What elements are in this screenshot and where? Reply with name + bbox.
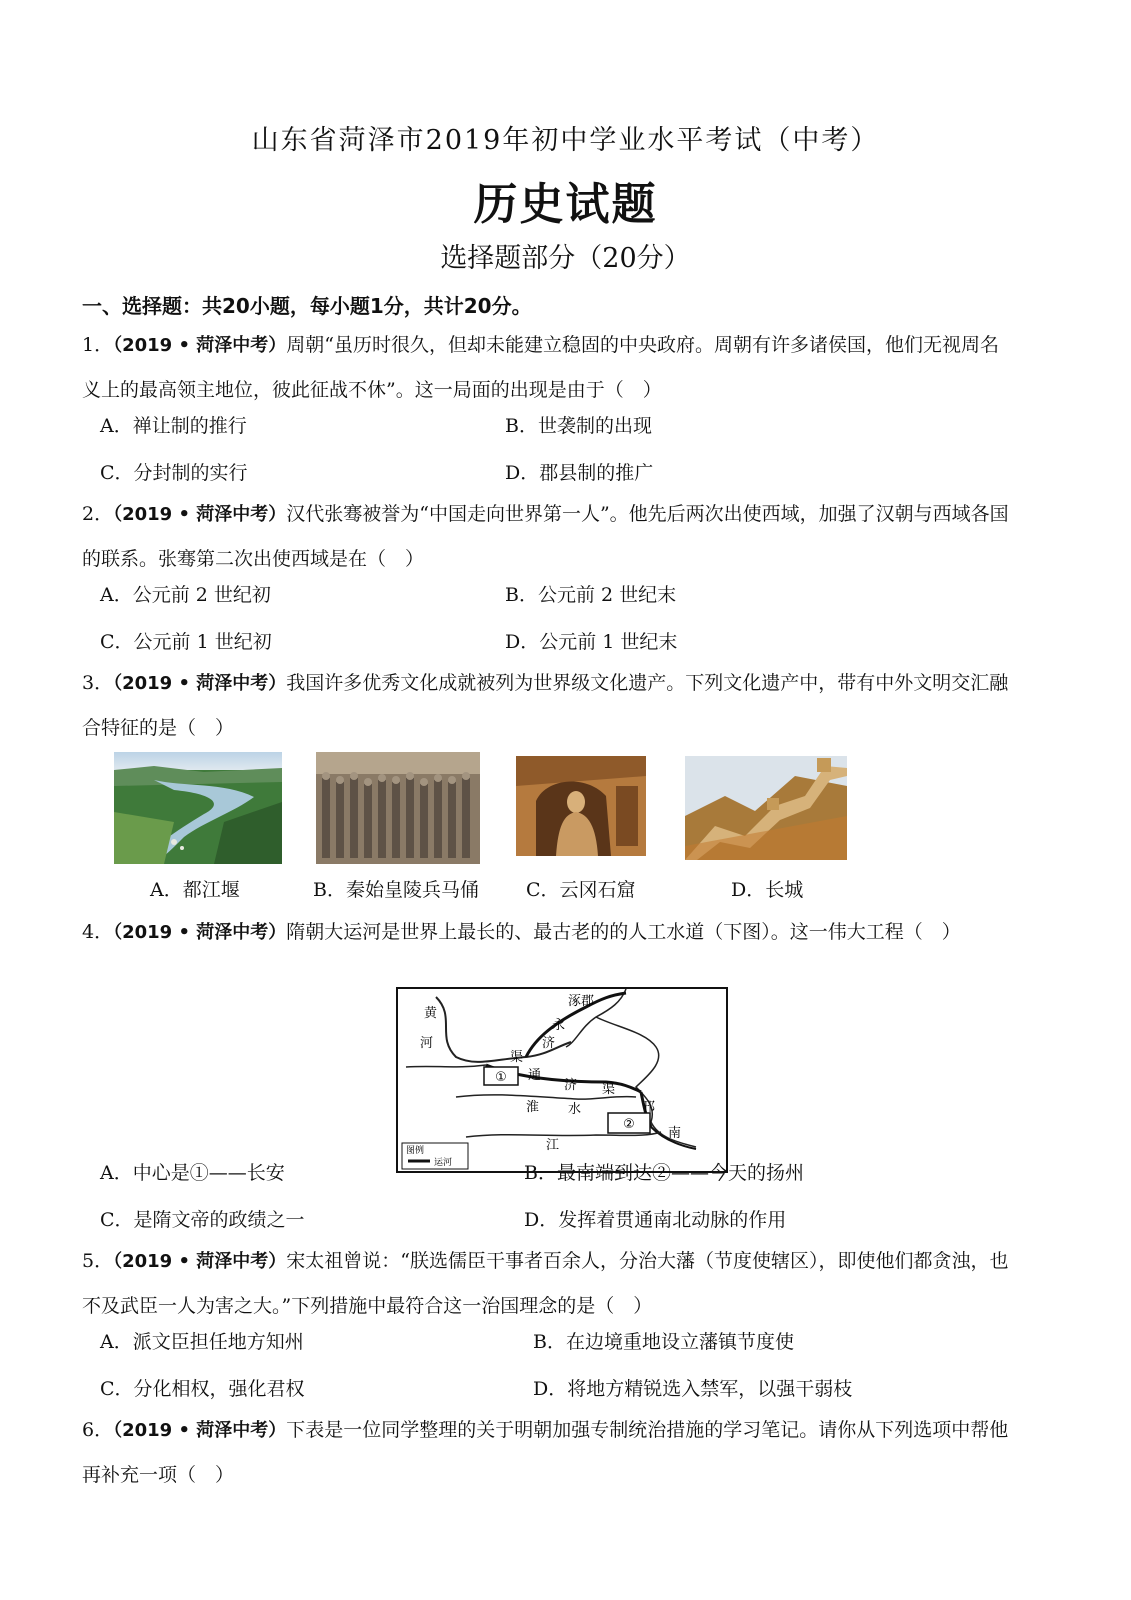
grand-canal-map [396,987,728,1175]
question-number: 1． [82,334,114,356]
map-legend: 运河 [434,1158,453,1168]
exam-header: 山东省菏泽市2019年初中学业水平考试（中考） [251,125,880,156]
question-text: 汉代张骞被誉为“中国走向世界第一人”。他先后两次出使西域，加强了汉朝与西域各国 [286,503,1009,525]
map-label-2: ② [623,1117,635,1132]
yungang-grottoes-photo [516,756,646,856]
question-text: 不及武臣一人为害之大。”下列措施中最符合这一治国理念的是（ ） [82,1295,653,1317]
option-d[interactable]: D．发挥着贯通南北动脉的作用 [524,1209,787,1231]
question-text: 周朝“虽历时很久，但却未能建立稳固的中央政府。周朝有许多诸侯国，他们无视周名 [286,334,999,356]
option-c[interactable]: C．云冈石窟 [526,879,636,901]
option-a[interactable]: A．禅让制的推行 [100,415,247,437]
question-number: 4． [82,921,114,943]
page-title: 历史试题 [473,179,658,230]
map-label: 南 [668,1126,682,1141]
question-source: （2019 • 菏泽中考） [113,1251,287,1272]
question-source: （2019 • 菏泽中考） [113,1420,287,1441]
question-3 [82,661,1052,750]
map-label: 水 [568,1102,582,1117]
question-4-line1 [82,910,1052,955]
option-c[interactable]: C．分化相权，强化君权 [100,1378,305,1400]
question-source: （2019 • 菏泽中考） [113,922,287,943]
map-label: 通 [528,1068,542,1083]
map-label: 涿郡 [568,994,595,1009]
question-number: 2． [82,503,114,525]
question-number: 6． [82,1419,114,1441]
question-text: 的联系。张骞第二次出使西域是在（ ） [82,548,425,570]
option-c[interactable]: C．公元前 1 世纪初 [100,631,272,653]
map-label: 淮 [526,1100,540,1115]
option-a[interactable]: A．中心是①——长安 [100,1162,285,1184]
option-d[interactable]: D．将地方精锐选入禁军，以强干弱枝 [533,1378,853,1400]
section-subtitle: 选择题部分（20分） [440,243,691,274]
question-number: 5． [82,1250,114,1272]
question-4 [82,910,1052,955]
question-2 [82,492,1052,581]
map-label: 邗 [642,1100,656,1115]
option-b[interactable]: B．最南端到达②——今天的扬州 [524,1162,804,1184]
question-text: 我国许多优秀文化成就被列为世界级文化遗产。下列文化遗产中，带有中外文明交汇融 [286,672,1009,694]
question-text: 下表是一位同学整理的关于明朝加强专制统治措施的学习笔记。请你从下列选项中帮他 [286,1419,1009,1441]
question-3-line1 [82,661,1052,706]
map-label: 渠 [602,1082,616,1097]
great-wall-photo [685,756,847,860]
question-text: 义上的最高领主地位，彼此征战不休”。这一局面的出现是由于（ ） [82,379,662,401]
option-d[interactable]: D．长城 [731,879,804,901]
question-1-line1 [82,323,1052,368]
map-label: 河 [420,1036,434,1051]
map-label-1: ① [495,1070,507,1085]
question-5-line1 [82,1239,1052,1284]
option-c[interactable]: C．分封制的实行 [100,462,248,484]
option-b[interactable]: B．世袭制的出现 [505,415,652,437]
map-label: 黄 [424,1006,438,1021]
map-label: 渠 [510,1050,524,1065]
option-c[interactable]: C．是隋文帝的政绩之一 [100,1209,305,1231]
question-number: 3． [82,672,114,694]
option-b[interactable]: B．公元前 2 世纪末 [505,584,677,606]
option-d[interactable]: D．郡县制的推广 [505,462,654,484]
option-a[interactable]: A．公元前 2 世纪初 [100,584,271,606]
map-label: 济 [564,1078,578,1093]
question-text: 再补充一项（ ） [82,1464,235,1486]
question-6-line1 [82,1408,1052,1453]
option-a[interactable]: A．都江堰 [150,879,240,901]
question-source: （2019 • 菏泽中考） [113,504,287,525]
option-a[interactable]: A．派文臣担任地方知州 [100,1331,304,1353]
question-6 [82,1408,1052,1497]
map-legend: 图例 [406,1146,425,1156]
question-text: 隋朝大运河是世界上最长的、最古老的的人工水道（下图）。这一伟大工程（ ） [286,921,961,943]
question-2-line1 [82,492,1052,537]
question-text: 合特征的是（ ） [82,717,235,739]
option-b[interactable]: B．秦始皇陵兵马俑 [313,879,479,901]
question-source: （2019 • 菏泽中考） [113,673,287,694]
option-b[interactable]: B．在边境重地设立藩镇节度使 [533,1331,794,1353]
section-heading: 一、选择题：共20小题，每小题1分，共计20分。 [82,294,532,318]
dujiangyan-photo [114,752,282,864]
terracotta-army-photo [316,752,480,864]
option-d[interactable]: D．公元前 1 世纪末 [505,631,678,653]
question-1 [82,323,1052,412]
map-label: 永 [552,1018,566,1033]
question-text: 宋太祖曾说：“朕选儒臣干事者百余人，分治大藩（节度使辖区），即使他们都贪浊，也 [286,1250,1009,1272]
map-label: 济 [542,1036,556,1051]
question-5 [82,1239,1052,1328]
map-label: 江 [546,1138,560,1153]
question-source: （2019 • 菏泽中考） [113,335,287,356]
